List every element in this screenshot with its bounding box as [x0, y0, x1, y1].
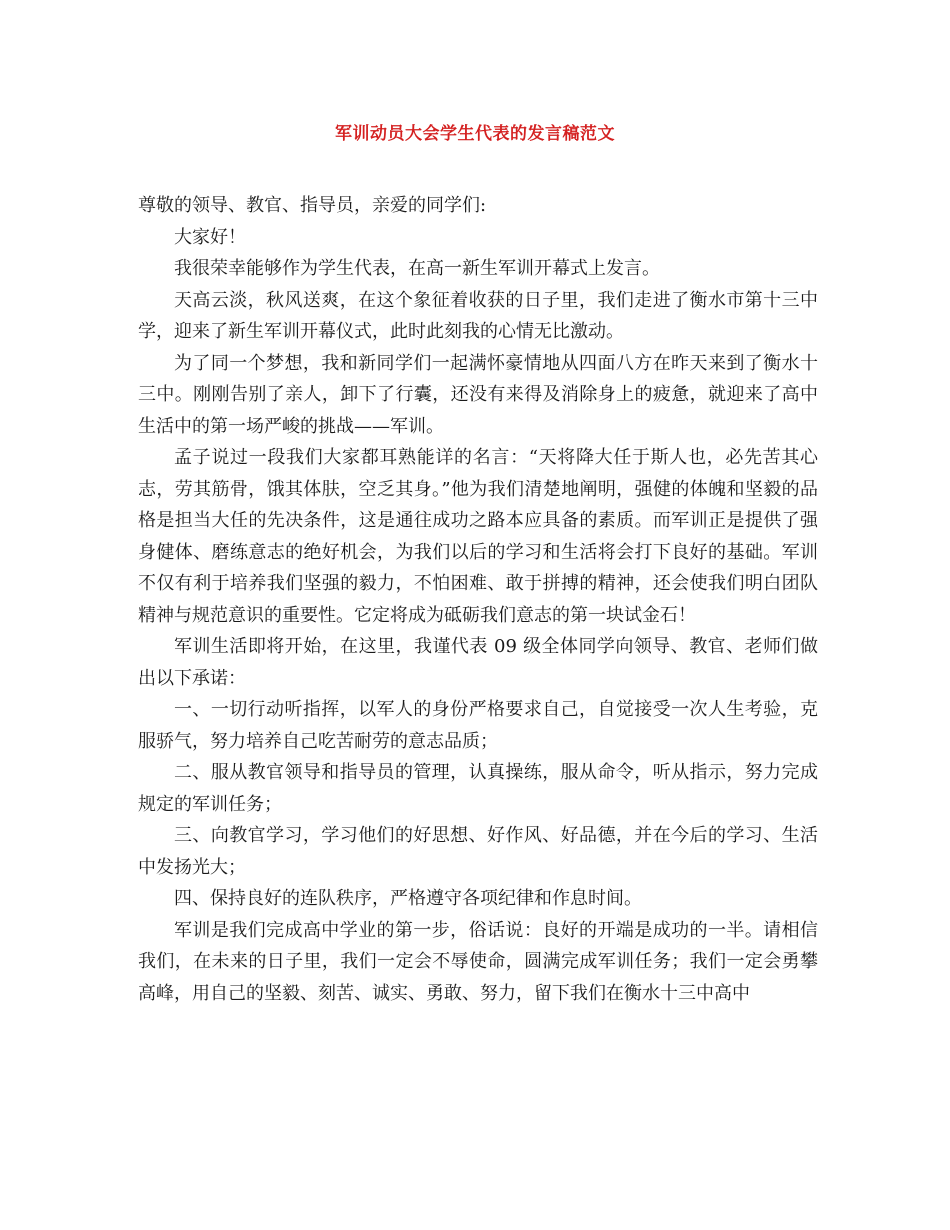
pledge-item: 一、一切行动听指挥，以军人的身份严格要求自己，自觉接受一次人生考验，克服骄气，努力培养自己吃苦耐劳的意志品质； [138, 699, 818, 752]
pledge-item: 三、向教官学习，学习他们的好思想、好作风、好品德，并在今后的学习、生活中发扬光大； [138, 825, 818, 878]
paragraph-quote: 孟子说过一段我们大家都耳熟能详的名言：“天将降大任于斯人也，必先苦其心志，劳其筋骨，饿其体肤，空乏其身。”他为我们清楚地阐明，强健的体魄和坚毅的品格是担当大任的先决条件，这是通往成功之路本应具备的素质。而军训正是提供了强身健体、磨练意志的绝好机会，为我们以后的学习和生活将会打下良好的基础。军训不仅有利于培养我们坚强的毅力，不怕困难、敢于拼搏的精神，还会使我们明白团队精神与规范意识的重要性。它定将成为砥砺我们意志的第一块试金石！ [138, 447, 818, 626]
document-body [138, 190, 818, 1009]
pledge-item: 四、保持良好的连队秩序，严格遵守各项纪律和作息时间。 [174, 888, 642, 909]
paragraph: 天高云淡，秋风送爽，在这个象征着收获的日子里，我们走进了衡水市第十三中学，迎来了新生军训开幕仪式，此时此刻我的心情无比激动。 [138, 289, 818, 342]
paragraph-intro: 我很荣幸能够作为学生代表，在高一新生军训开幕式上发言。 [174, 258, 660, 279]
pledge-item: 二、服从教官领导和指导员的管理，认真操练，服从命令，听从指示，努力完成规定的军训任务； [138, 762, 818, 815]
salutation: 尊敬的领导、教官、指导员，亲爱的同学们: [138, 195, 487, 216]
paragraph: 为了同一个梦想，我和新同学们一起满怀豪情地从四面八方在昨天来到了衡水十三中。刚刚告别了亲人，卸下了行囊，还没有来得及消除身上的疲惫，就迎来了高中生活中的第一场严峻的挑战——军训。 [138, 352, 818, 437]
document-title: 军训动员大会学生代表的发言稿范文 [335, 124, 615, 144]
paragraph-greeting: 大家好！ [174, 226, 246, 248]
paragraph-closing: 军训是我们完成高中学业的第一步，俗话说：良好的开端是成功的一半。请相信我们，在未来的日子里，我们一定会不辱使命，圆满完成军训任务；我们一定会勇攀高峰，用自己的坚毅、刻苦、诚实、勇敢、努力，留下我们在衡水十三中高中 [138, 919, 818, 1004]
paragraph: 军训生活即将开始，在这里，我谨代表 09 级全体同学向领导、教官、老师们做出以下承诺： [138, 636, 818, 689]
